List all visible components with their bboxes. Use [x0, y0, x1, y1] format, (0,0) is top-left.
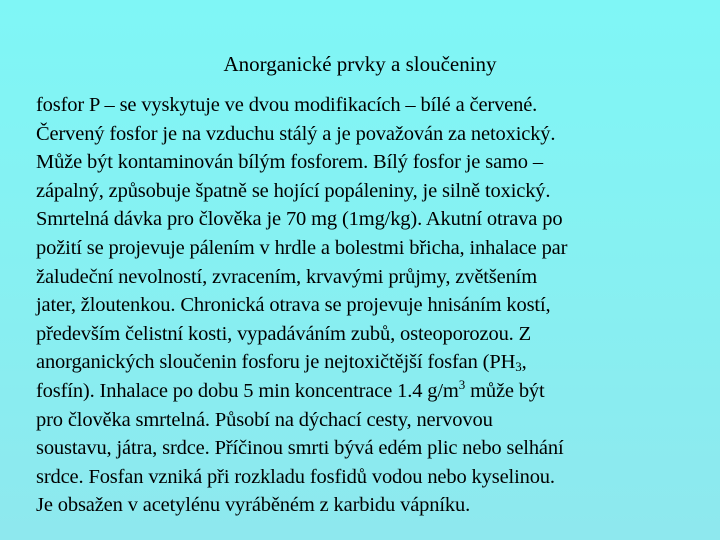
superscript-3: 3 — [458, 376, 466, 392]
body-line: požití se projevuje pálením v hrdle a bolestmi břicha, inhalace par — [36, 236, 568, 259]
body-line: Smrtelná dávka pro člověka je 70 mg (1mg/kg). Akutní otrava po — [36, 208, 563, 231]
body-line: především čelistní kosti, vypadáváním zubů, osteoporozou. Z — [36, 322, 532, 345]
body-line: jater, žloutenkou. Chronická otrava se projevuje hnisáním kostí, — [36, 294, 551, 317]
body-line-with-subscript — [36, 348, 686, 377]
body-line-text: může být — [465, 379, 545, 402]
body-line: zápalný, způsobuje špatně se hojící popáleniny, je silně toxický. — [36, 179, 551, 202]
body-line: Je obsažen v acetylénu vyráběném z karbidu vápníku. — [36, 494, 471, 517]
body-line: žaludeční nevolností, zvracením, krvavými průjmy, zvětšením — [36, 265, 538, 288]
slide-title — [0, 50, 720, 78]
body-line: srdce. Fosfan vzniká při rozkladu fosfidů vodou nebo kyselinou. — [36, 465, 555, 488]
body-line: pro člověka smrtelná. Působí na dýchací cesty, nervovou — [36, 408, 493, 431]
subscript-3: 3 — [515, 359, 522, 375]
slide-body — [36, 91, 686, 520]
body-line-with-superscript — [36, 377, 686, 406]
body-line: fosfor P – se vyskytuje ve dvou modifikacích – bílé a červené. — [36, 94, 538, 116]
body-line-text: , — [521, 351, 527, 374]
body-line-text: anorganických sloučenin fosforu je nejtoxičtější fosfan (PH — [36, 351, 516, 374]
body-line-text: fosfín). Inhalace po dobu 5 min koncentrace 1.4 g/m — [36, 379, 459, 402]
slide-title-text: Anorganické prvky a sloučeniny — [223, 52, 497, 76]
body-line: Červený fosfor je na vzduchu stálý a je považován za netoxický. — [36, 122, 556, 145]
body-line: soustavu, játra, srdce. Příčinou smrti bývá edém plic nebo selhání — [36, 437, 564, 460]
body-line: Může být kontaminován bílým fosforem. Bílý fosfor je samo – — [36, 151, 543, 174]
